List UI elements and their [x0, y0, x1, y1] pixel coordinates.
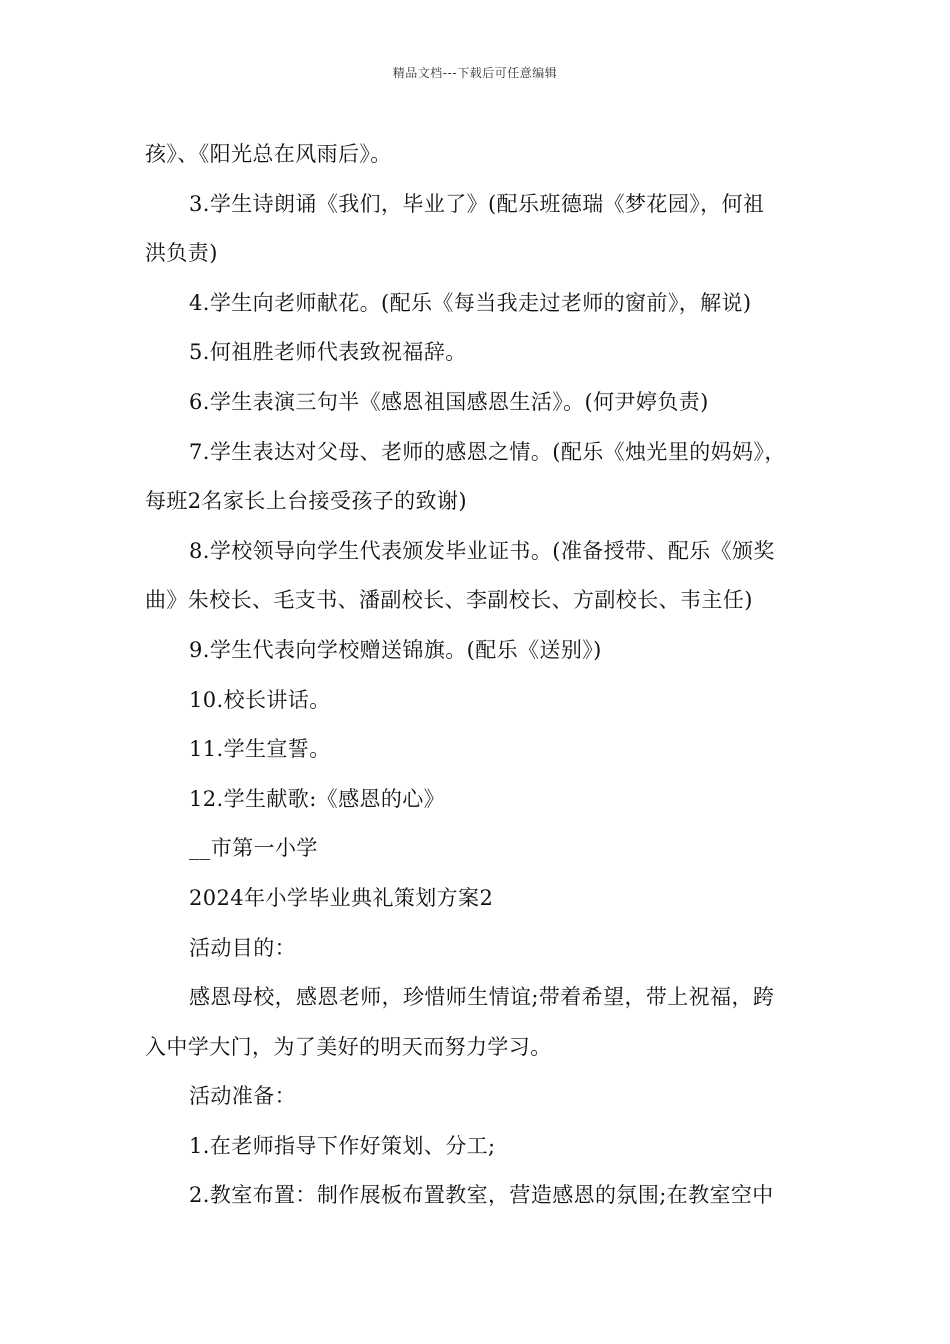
text-line: 洪负责) [145, 241, 218, 266]
text-line: 9.学生代表向学校赠送锦旗。(配乐《送别》) [189, 637, 602, 662]
text-line: 活动准备： [189, 1084, 296, 1109]
text-line: 2024年小学毕业典礼策划方案2 [189, 885, 494, 910]
text-line: 曲》朱校长、毛支书、潘副校长、李副校长、方副校长、韦主任) [145, 588, 753, 613]
text-line: 8.学校领导向学生代表颁发毕业证书。(准备授带、配乐《颁奖 [189, 538, 775, 563]
text-line: 10.校长讲话。 [189, 687, 331, 712]
text-line: 6.学生表演三句半《感恩祖国感恩生活》。(何尹婷负责) [189, 389, 709, 414]
text-line: 7.学生表达对父母、老师的感恩之情。(配乐《烛光里的妈妈》， [189, 439, 786, 464]
document-body [145, 130, 825, 1221]
text-line: 12.学生献歌:《感恩的心》 [189, 786, 446, 811]
text-line: __市第一小学 [189, 836, 318, 861]
text-line: 5.何祖胜老师代表致祝福辞。 [189, 340, 467, 365]
text-line: 11.学生宣誓。 [189, 737, 331, 762]
text-line: 2.教室布置：制作展板布置教室，营造感恩的氛围;在教室空中 [189, 1183, 774, 1208]
page-header: 精品文档---下载后可任意编辑 [392, 66, 558, 80]
text-line: 1.在老师指导下作好策划、分工; [189, 1133, 496, 1158]
text-line: 入中学大门，为了美好的明天而努力学习。 [145, 1034, 552, 1059]
text-line: 3.学生诗朗诵《我们，毕业了》(配乐班德瑞《梦花园》，何祖 [189, 191, 765, 216]
text-line: 孩》、《阳光总在风雨后》。 [145, 142, 392, 166]
text-line: 感恩母校，感恩老师，珍惜师生情谊;带着希望，带上祝福，跨 [189, 985, 775, 1010]
text-line: 4.学生向老师献花。(配乐《每当我走过老师的窗前》，解说) [189, 290, 752, 315]
text-line: 活动目的： [189, 935, 296, 960]
text-line: 每班2名家长上台接受孩子的致谢) [145, 489, 467, 514]
